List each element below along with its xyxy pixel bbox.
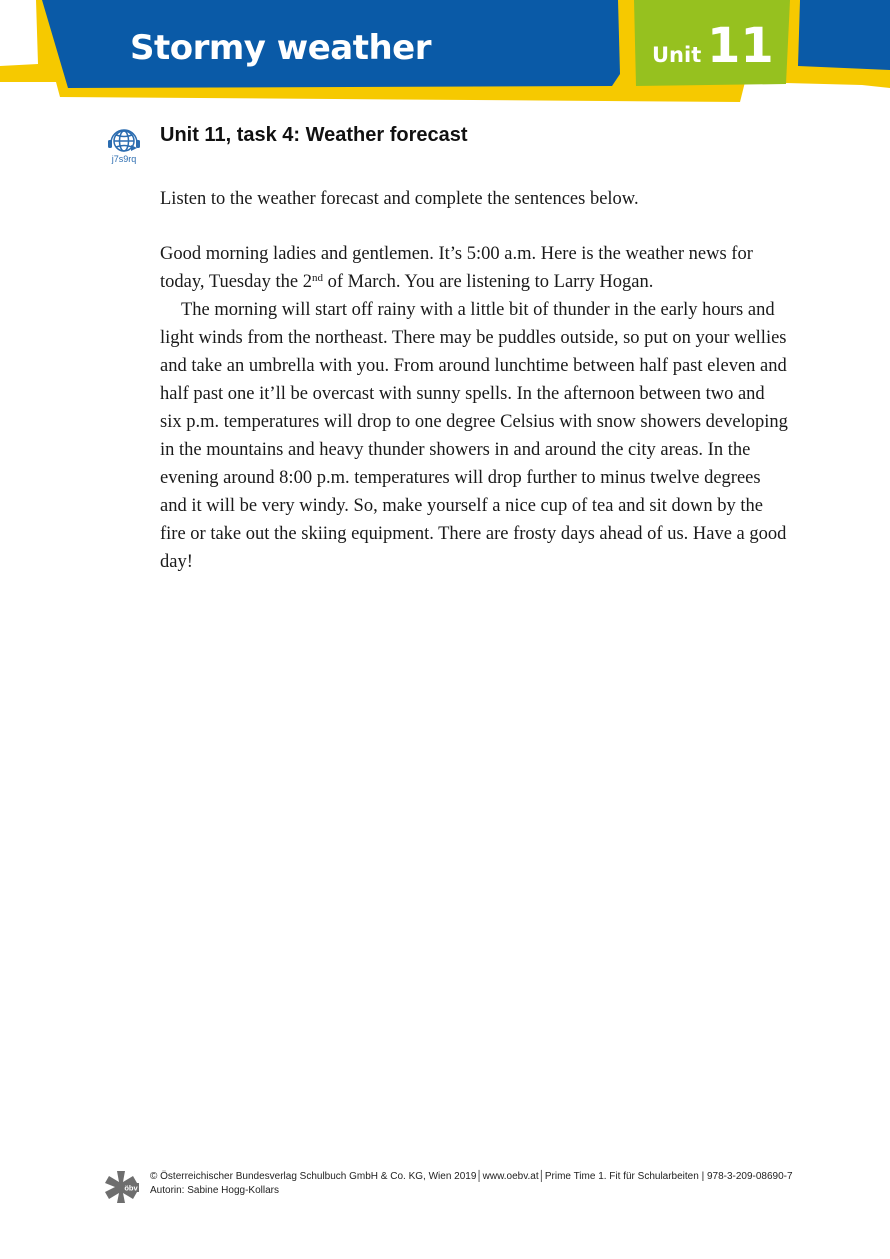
forecast-p1-after: of March. You are listening to Larry Hogan. — [322, 272, 654, 292]
task-title: Unit 11, task 4: Weather forecast — [160, 124, 468, 146]
footer-author: Autorin: Sabine Hogg-Kollars — [150, 1185, 279, 1196]
audio-code: j7s9rq — [111, 154, 137, 164]
forecast-p1-before: Good morning ladies and gentlemen. It’s 5:00 a.m. Here is the weather news for today, Tuesday the 2 — [160, 244, 753, 292]
unit-label: Unit — [652, 43, 702, 67]
forecast-paragraph-1 — [160, 240, 788, 296]
forecast-transcript — [160, 240, 788, 576]
logo-text: öbv — [124, 1183, 138, 1193]
footer-copyright: © Österreichischer Bundesverlag Schulbuch GmbH & Co. KG, Wien 2019│www.oebv.at│Prime Time 1. Fit für Schularbeiten | 978-3-209-08690-7 — [150, 1171, 793, 1182]
oebv-logo-icon — [104, 1169, 140, 1205]
page-title: Stormy weather — [130, 28, 431, 68]
footer — [150, 1170, 850, 1198]
task-instruction: Listen to the weather forecast and complete the sentences below. — [160, 189, 639, 209]
forecast-paragraph-2: The morning will start off rainy with a little bit of thunder in the early hours and light winds from the northeast. There may be puddles outside, so put on your wellies and take an umbrella with you. From around lunchtime between half past eleven and half past one it’ll be overcast with sunny spells. In the afternoon between two and six p.m. temperatures will drop to one degree Celsius with snow showers developing in the mountains and heavy thunder showers in and around the city areas. In the evening around 8:00 p.m. temperatures will drop further to minus twelve degrees and it will be very windy. So, make yourself a nice cup of tea and sit down by the fire or take out the skiing equipment. There are frosty days ahead of us. Have a good day! — [160, 300, 788, 572]
banner-blue-right — [798, 0, 890, 70]
ordinal-suffix: nd — [311, 272, 323, 284]
unit-number: 11 — [707, 18, 774, 74]
